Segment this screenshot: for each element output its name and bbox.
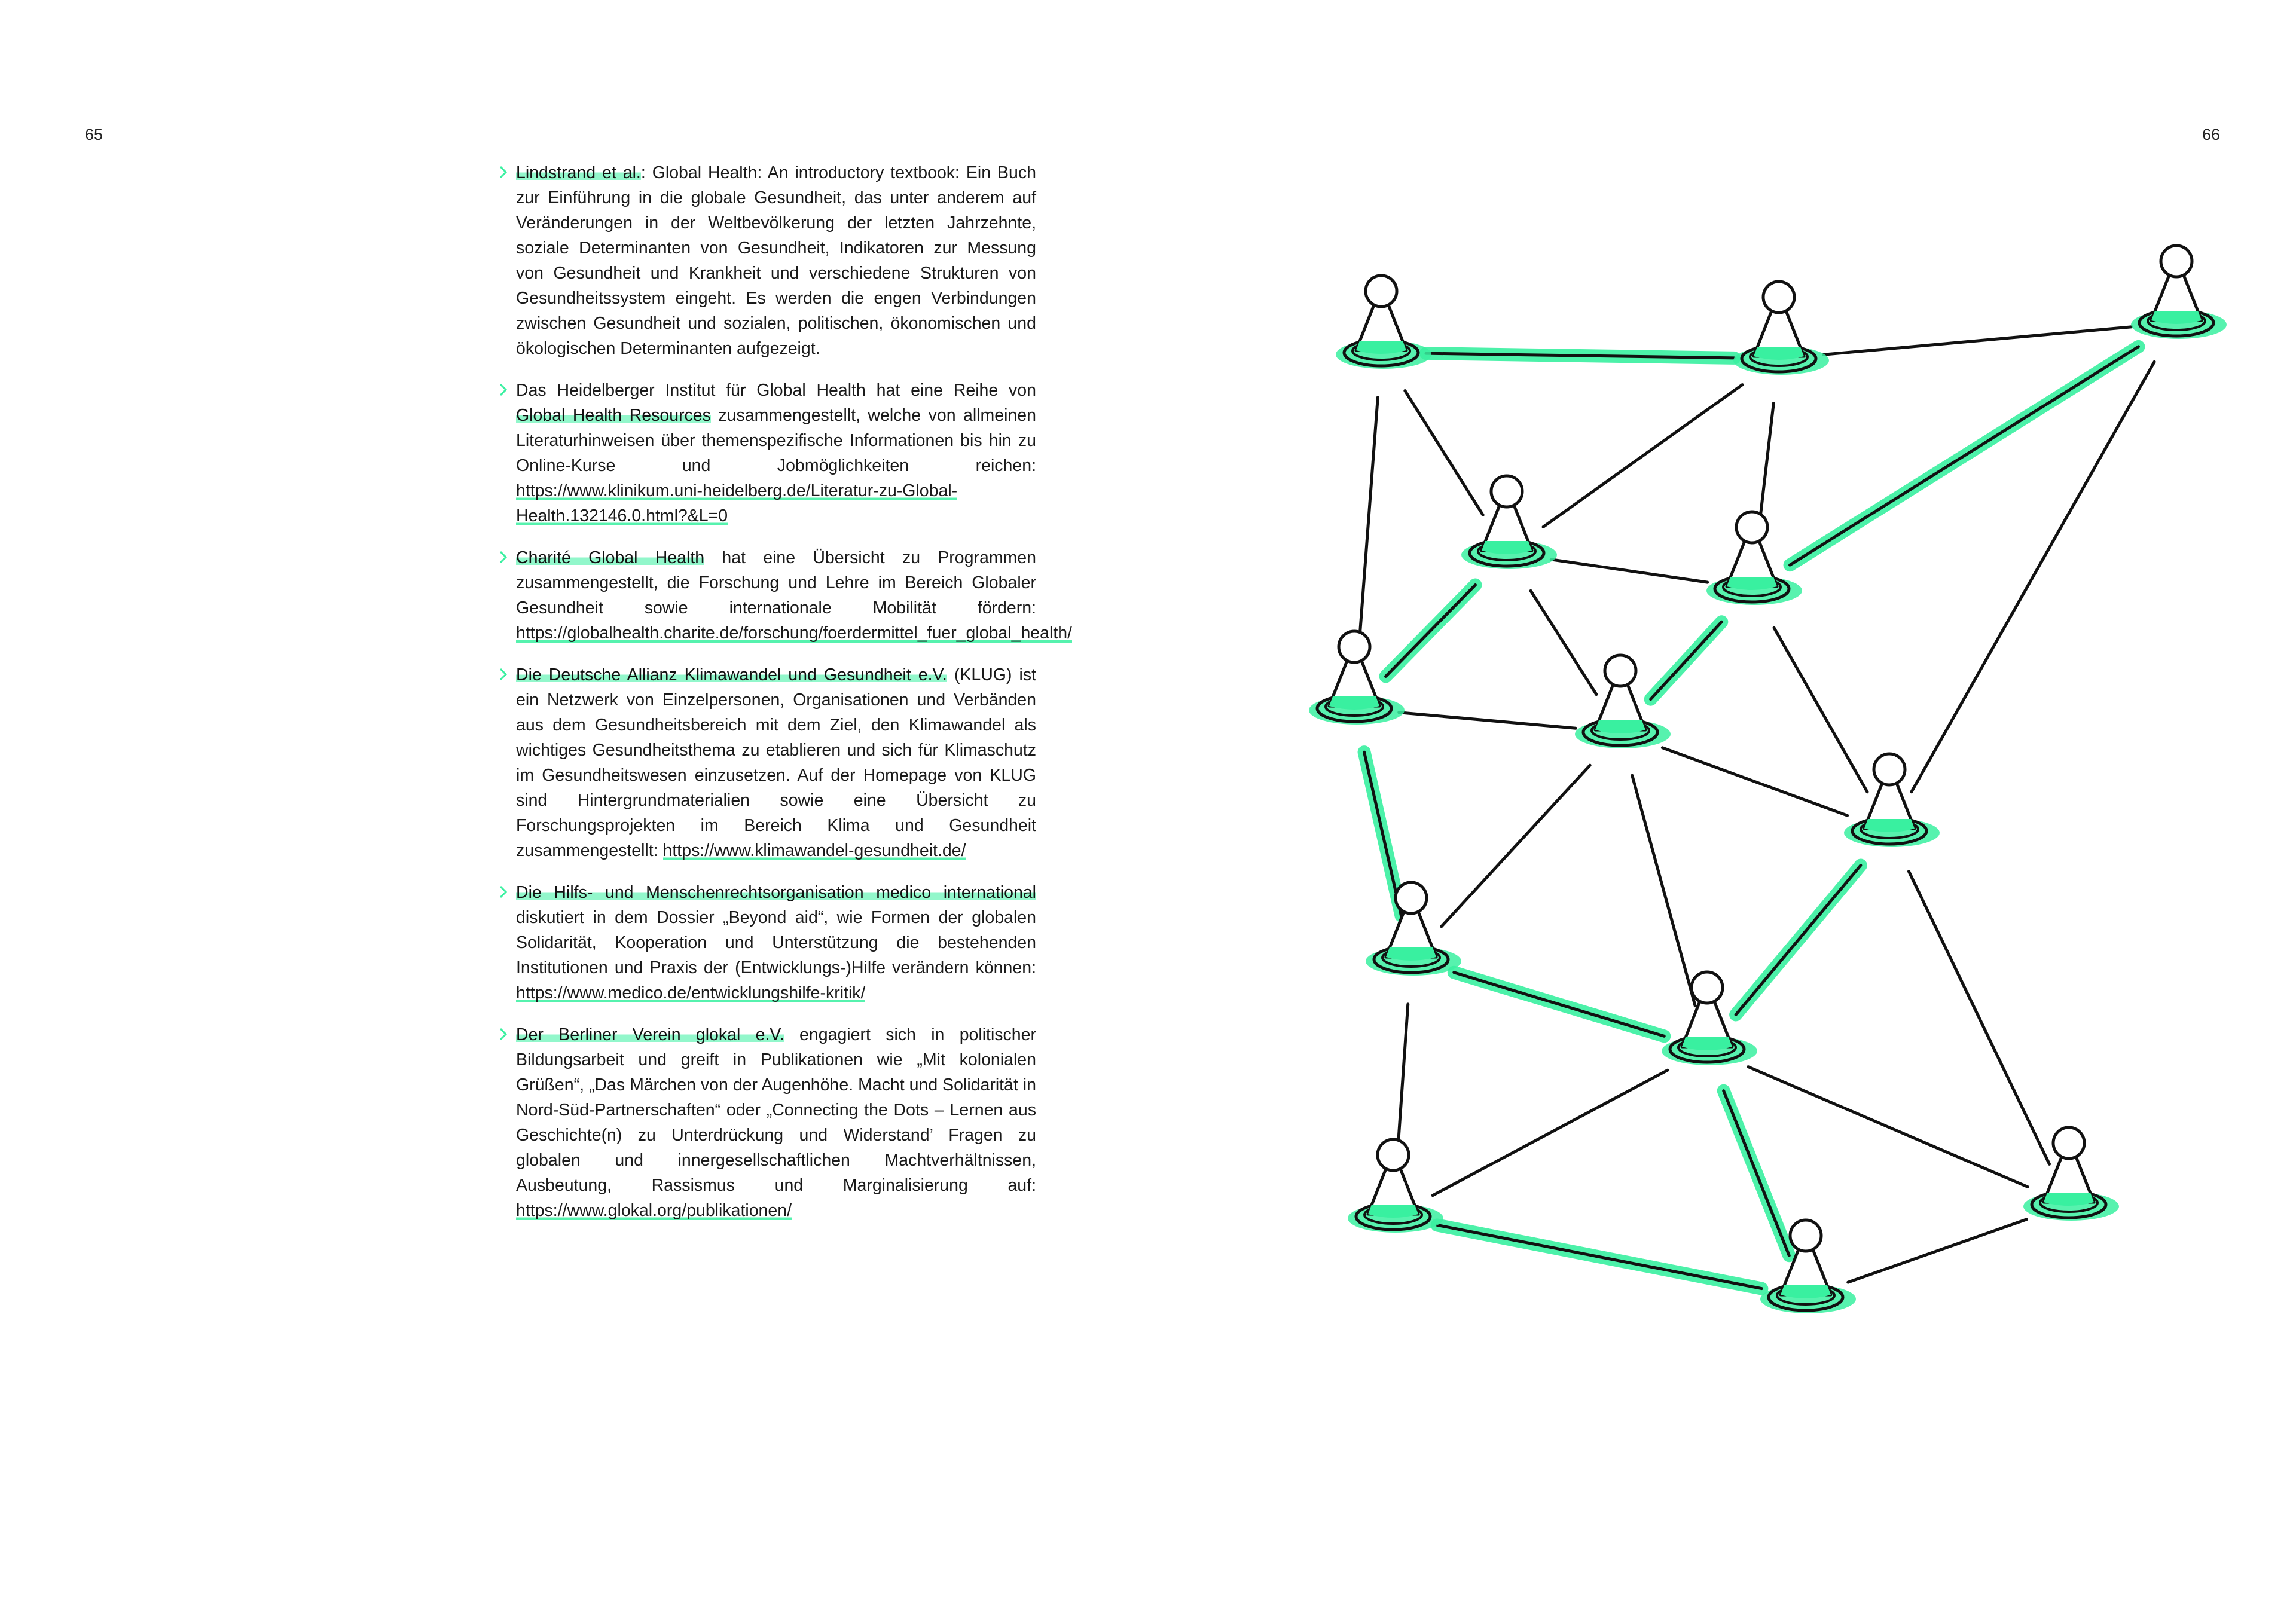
- reference-link[interactable]: https://www.medico.de/entwicklungshilfe-kritik/: [516, 983, 866, 1002]
- pawn-icon: [1733, 282, 1829, 375]
- network-connection-line: [1405, 391, 1483, 515]
- network-connection-line: [1824, 327, 2132, 355]
- reference-title: Die Deutsche Allianz Klimawandel und Gesundheit e.V.: [516, 665, 947, 684]
- reference-link[interactable]: https://globalhealth.charite.de/forschung/foerdermittel_fuer_global_health/: [516, 623, 1073, 643]
- network-connection-line: [1437, 1225, 1762, 1288]
- reference-link[interactable]: https://www.glokal.org/publikationen/: [516, 1201, 792, 1220]
- pawn-icon: [1662, 972, 1757, 1065]
- network-connection-line: [1543, 385, 1742, 527]
- network-connection-line: [1724, 1091, 1790, 1256]
- network-connection-line: [1848, 1219, 2027, 1282]
- network-connection-line: [1632, 775, 1695, 1005]
- network-connection-line: [1774, 628, 1867, 792]
- network-connection-line: [1551, 560, 1708, 582]
- pawn-icon: [1366, 882, 1461, 976]
- reference-prefix: Das Heidelberger Institut für Global Health hat eine Reihe von: [516, 381, 1036, 400]
- network-connection-line: [1912, 362, 2154, 791]
- reference-link[interactable]: https://www.klinikum.uni-heidelberg.de/Literatur-zu-Global-Health.132146.0.html?&L=0: [516, 481, 958, 525]
- network-connection-line: [1433, 1070, 1668, 1195]
- pawn-icon: [2131, 246, 2227, 339]
- reference-text: (KLUG) ist ein Netzwerk von Einzelpersonen, Organisationen und Verbänden aus dem Gesundheitsbereich mit dem Ziel, den Klimawandel als wichtiges Gesundheitsthema zu etablieren und sich für Klimaschutz im Gesundheitswesen einzusetzen. Auf der Homepage von KLUG sind Hintergrundmaterialien sowie eine Übersicht zu Forschungsprojekten im Bereich Klima und Gesundheit zusammengestellt:: [516, 665, 1036, 860]
- network-connection-line: [1662, 748, 1847, 815]
- network-connection-line: [1651, 622, 1722, 699]
- reference-link[interactable]: https://www.klimawandel-gesundheit.de/: [662, 841, 966, 860]
- network-connection-line: [1748, 1067, 2028, 1187]
- network-connection-line: [1909, 872, 2049, 1164]
- page-number-right: 66: [2202, 126, 2221, 143]
- network-connection-line: [1399, 713, 1576, 729]
- pawn-icon: [1348, 1139, 1443, 1233]
- reference-text: zusammengestellt, welche von allmeinen Literaturhinweisen über themenspezifische Informationen bis hin zu Online-Kurse und Jobmöglichkeiten reichen:: [516, 406, 1036, 475]
- reference-title: Die Hilfs- und Menschenrechtsorganisation medico international: [516, 883, 1036, 902]
- network-connection-line: [1442, 765, 1590, 927]
- pawn-icon: [1336, 276, 1431, 369]
- network-connection-line: [1531, 591, 1596, 694]
- reference-text: engagiert sich in politischer Bildungsarbeit und greift in Publikationen wie „Mit kolonialen Grüßen“, „Das Märchen von der Augenhöhe. Macht und Solidarität in Nord-Süd-Partnerschaften“ oder „Connecting the Dots – Lernen aus Geschichte(n) zu Unterdrückung und Widerstand’ Fragen zu globalen und innergesellschaftlichen Machtverhältnissen, Ausbeutung, Rassismus und Marginalisierung auf:: [516, 1025, 1036, 1195]
- network-connection-line: [1454, 973, 1664, 1036]
- network-connection-line: [1358, 398, 1378, 664]
- reference-title: Global Health Resources: [516, 406, 711, 425]
- network-connection-line: [1790, 347, 2139, 565]
- reference-title: Der Berliner Verein glokal e.V.: [516, 1025, 784, 1044]
- reference-title: Charité Global Health: [516, 548, 705, 567]
- network-connection-line: [1736, 866, 1861, 1015]
- network-connection-line: [1386, 585, 1476, 677]
- page-number-left: 65: [85, 126, 103, 143]
- pawn-icon: [1461, 476, 1557, 569]
- reference-text: diskutiert in dem Dossier „Beyond aid“, wie Formen der globalen Solidarität, Kooperation und Unterstützung die bestehenden Institutionen und Praxis der (Entwicklungs-)Hilfe verändern können:: [516, 908, 1036, 977]
- reference-title: Lindstrand et al.: [516, 163, 641, 182]
- reference-text: : Global Health: An introductory textbook: Ein Buch zur Einführung in die globale Gesundheit, das unter anderem auf Veränderungen in der Weltbevölkerung der letzten Jahrzehnte, soziale Determinanten von Gesundheit, Indikatoren zur Messung von Gesundheit und Krankheit und verschiedene Strukturen von Gesundheitssystem eingeht. Es werden die engen Verbindungen zwischen Gesundheit und sozialen, politischen, ökonomischen und ökologischen Determinanten aufgezeigt.: [516, 163, 1036, 358]
- reference-text: hat eine Übersicht zu Programmen zusammengestellt, die Forschung und Lehre im Bereich Globaler Gesundheit sowie internationale Mobilität fördern:: [516, 548, 1037, 618]
- pawn-icon: [1706, 512, 1802, 605]
